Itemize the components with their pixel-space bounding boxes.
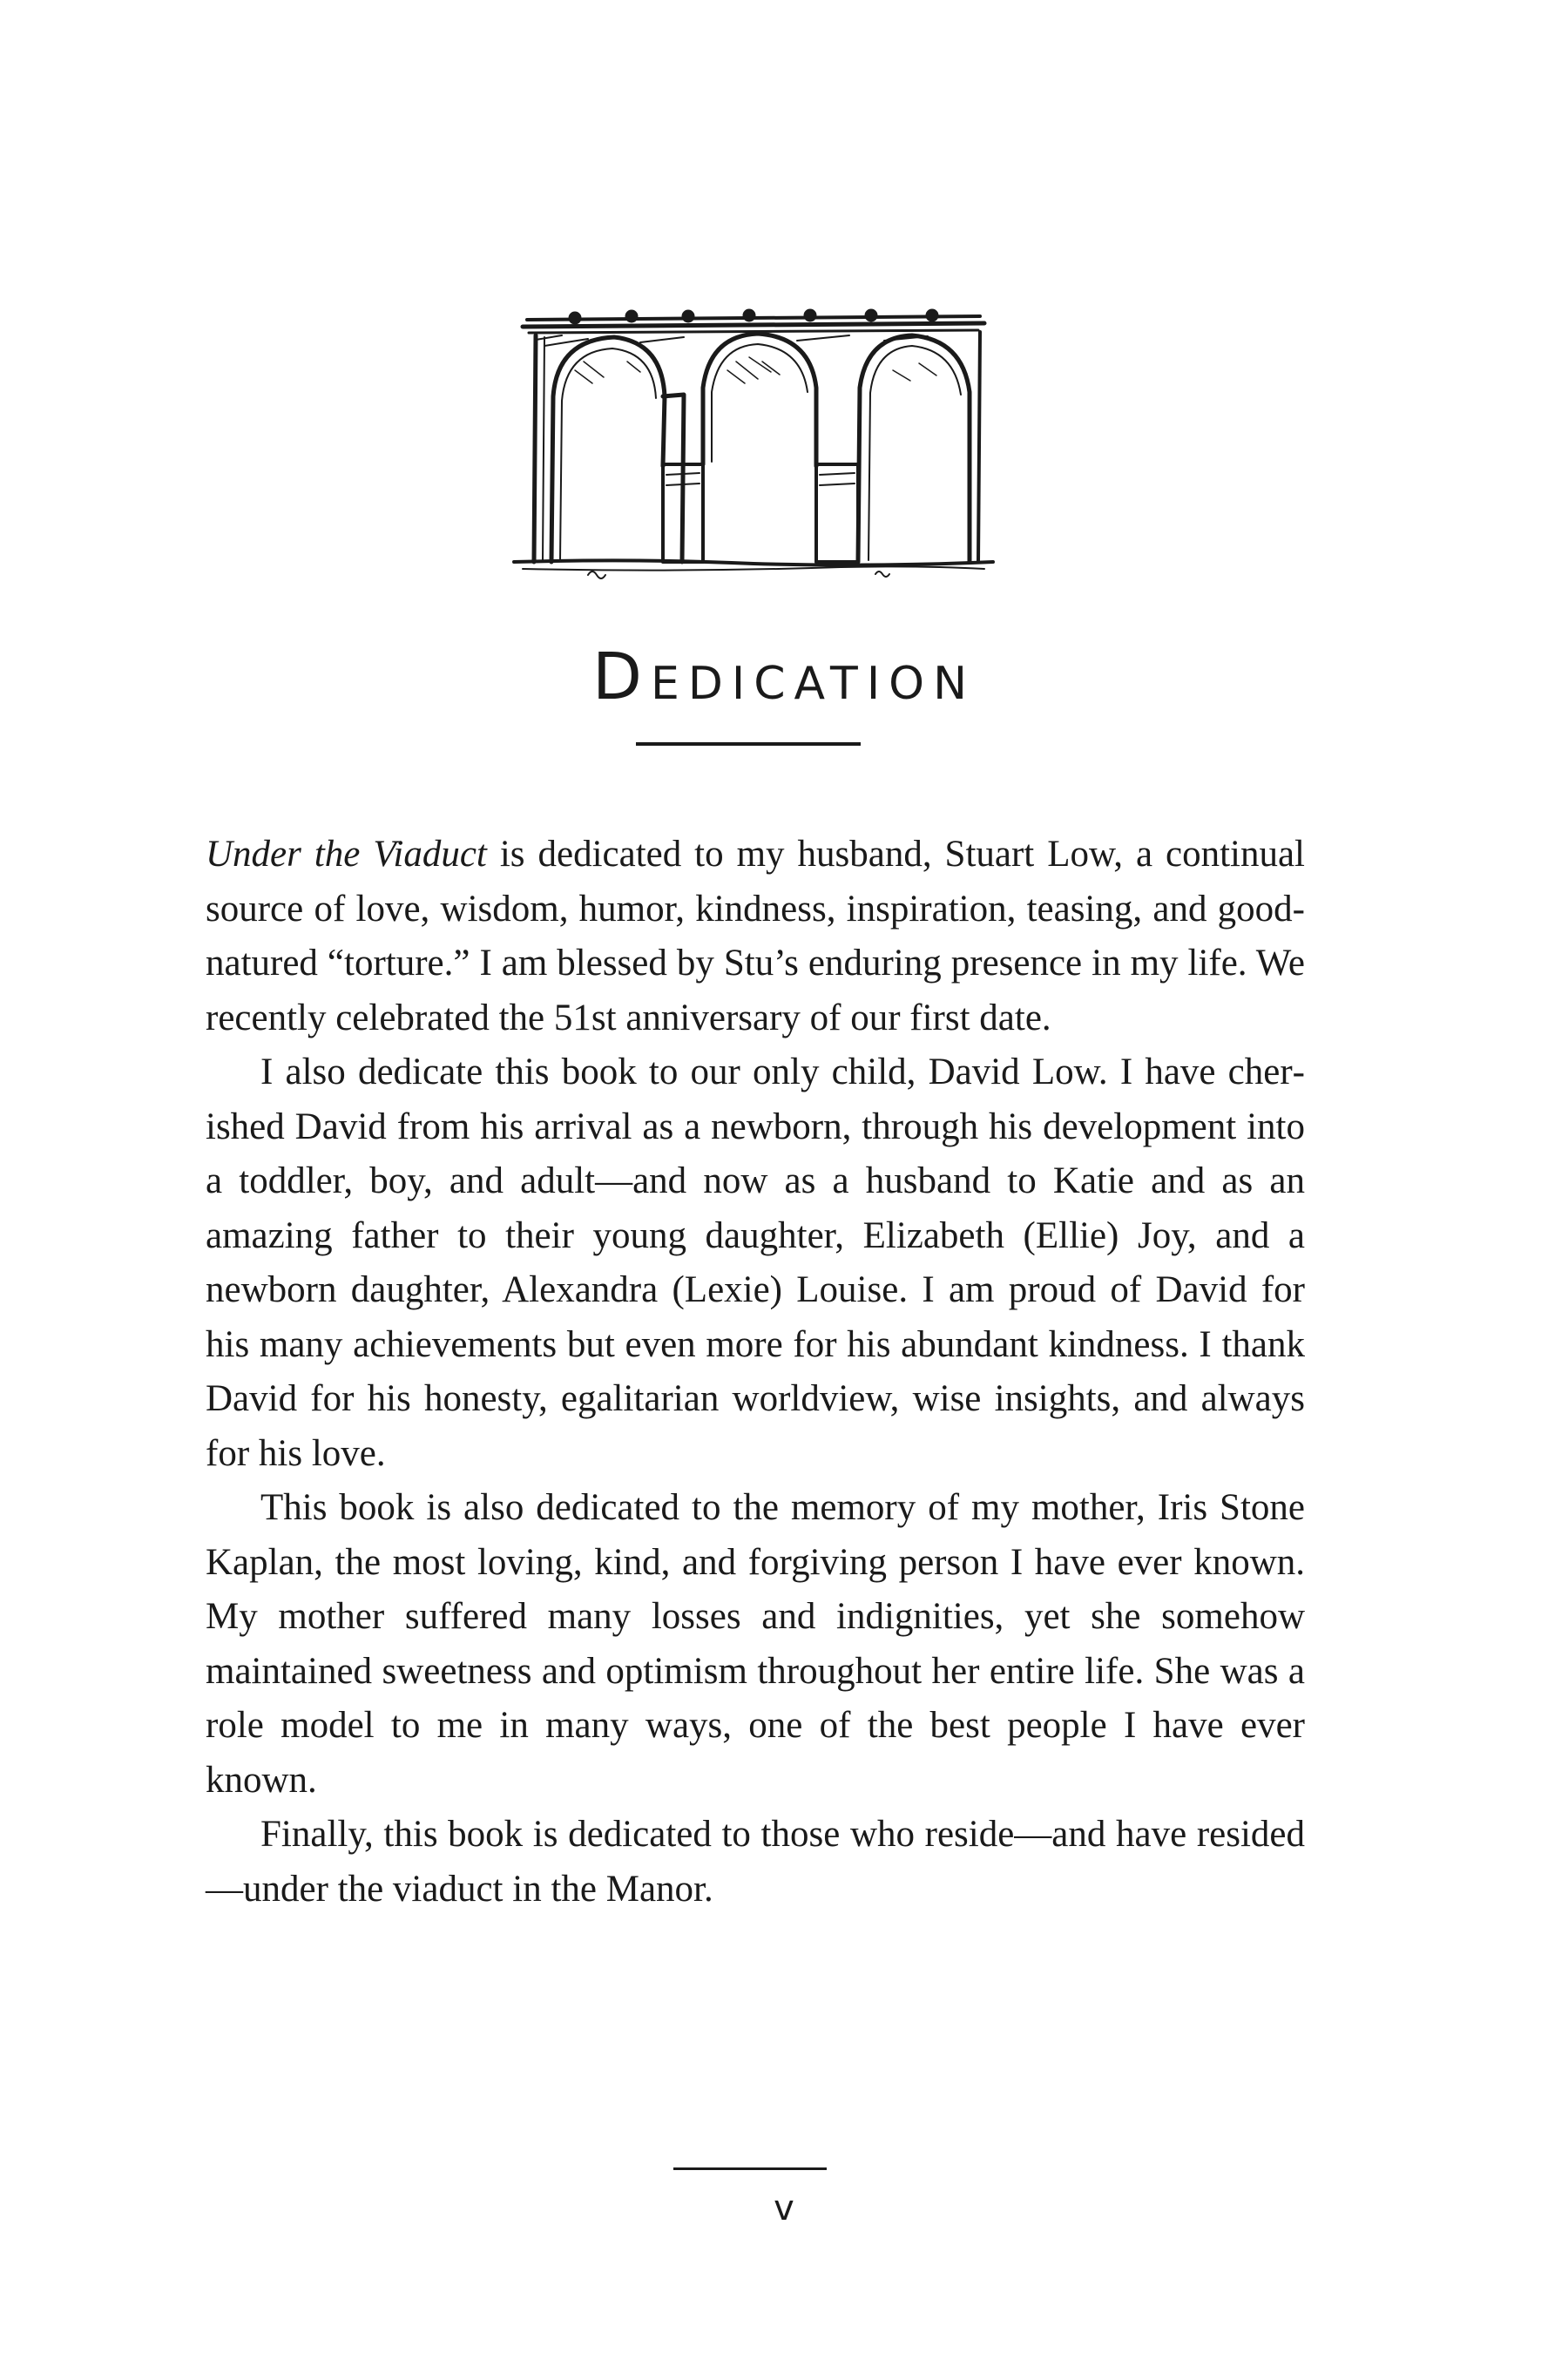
dedication-body [206, 828, 1305, 1917]
title-underline-rule [636, 742, 861, 746]
dedication-paragraph-3: This book is also dedicated to the memory of my mother, Iris Stone Kaplan, the most loving, kind, and forgiving person I have ever known. My mother suffered many losses and indignities, yet she somehow maintained sweetness and optimism throughout her entire life. She was a role model to me in many ways, one of the best people I have ever known. [206, 1487, 1305, 1801]
viaduct-arches-sketch-icon [510, 301, 997, 592]
footer-rule [673, 2167, 827, 2170]
dedication-paragraph-1 [206, 828, 1305, 1045]
dedication-paragraph-2: I also dedicate this book to our only child, David Low. I have cherished David from his arrival as a newborn, through his development into a toddler, boy, and adult—and now as a husband to Katie and as an amazing father to their young daughter, Elizabeth (Ellie) Joy, and a newborn daughter, Alexandra (Lexie) Louise. I am proud of David for his many achievements but even more for his abundant kindness. I thank David for his honesty, egalitarian worldview, wise insights, and always for his love. [206, 1052, 1305, 1474]
page-title: Dedication [592, 639, 976, 714]
page-number: v [774, 2188, 794, 2228]
dedication-paragraph-4: Finally, this book is dedicated to those who reside—and have resided—under the viaduct in the Manor. [206, 1814, 1305, 1910]
book-title-italic: Under the Viaduct [206, 834, 487, 875]
paragraph-text: is dedicated to my husband, Stuart Low, a continual source of love, wisdom, humor, kindness, inspiration, teasing, and good-natured “torture.” I am blessed by Stu’s enduring presence in my life. We recently celebrated the 51st anniversary of our first date. [206, 834, 1305, 1038]
